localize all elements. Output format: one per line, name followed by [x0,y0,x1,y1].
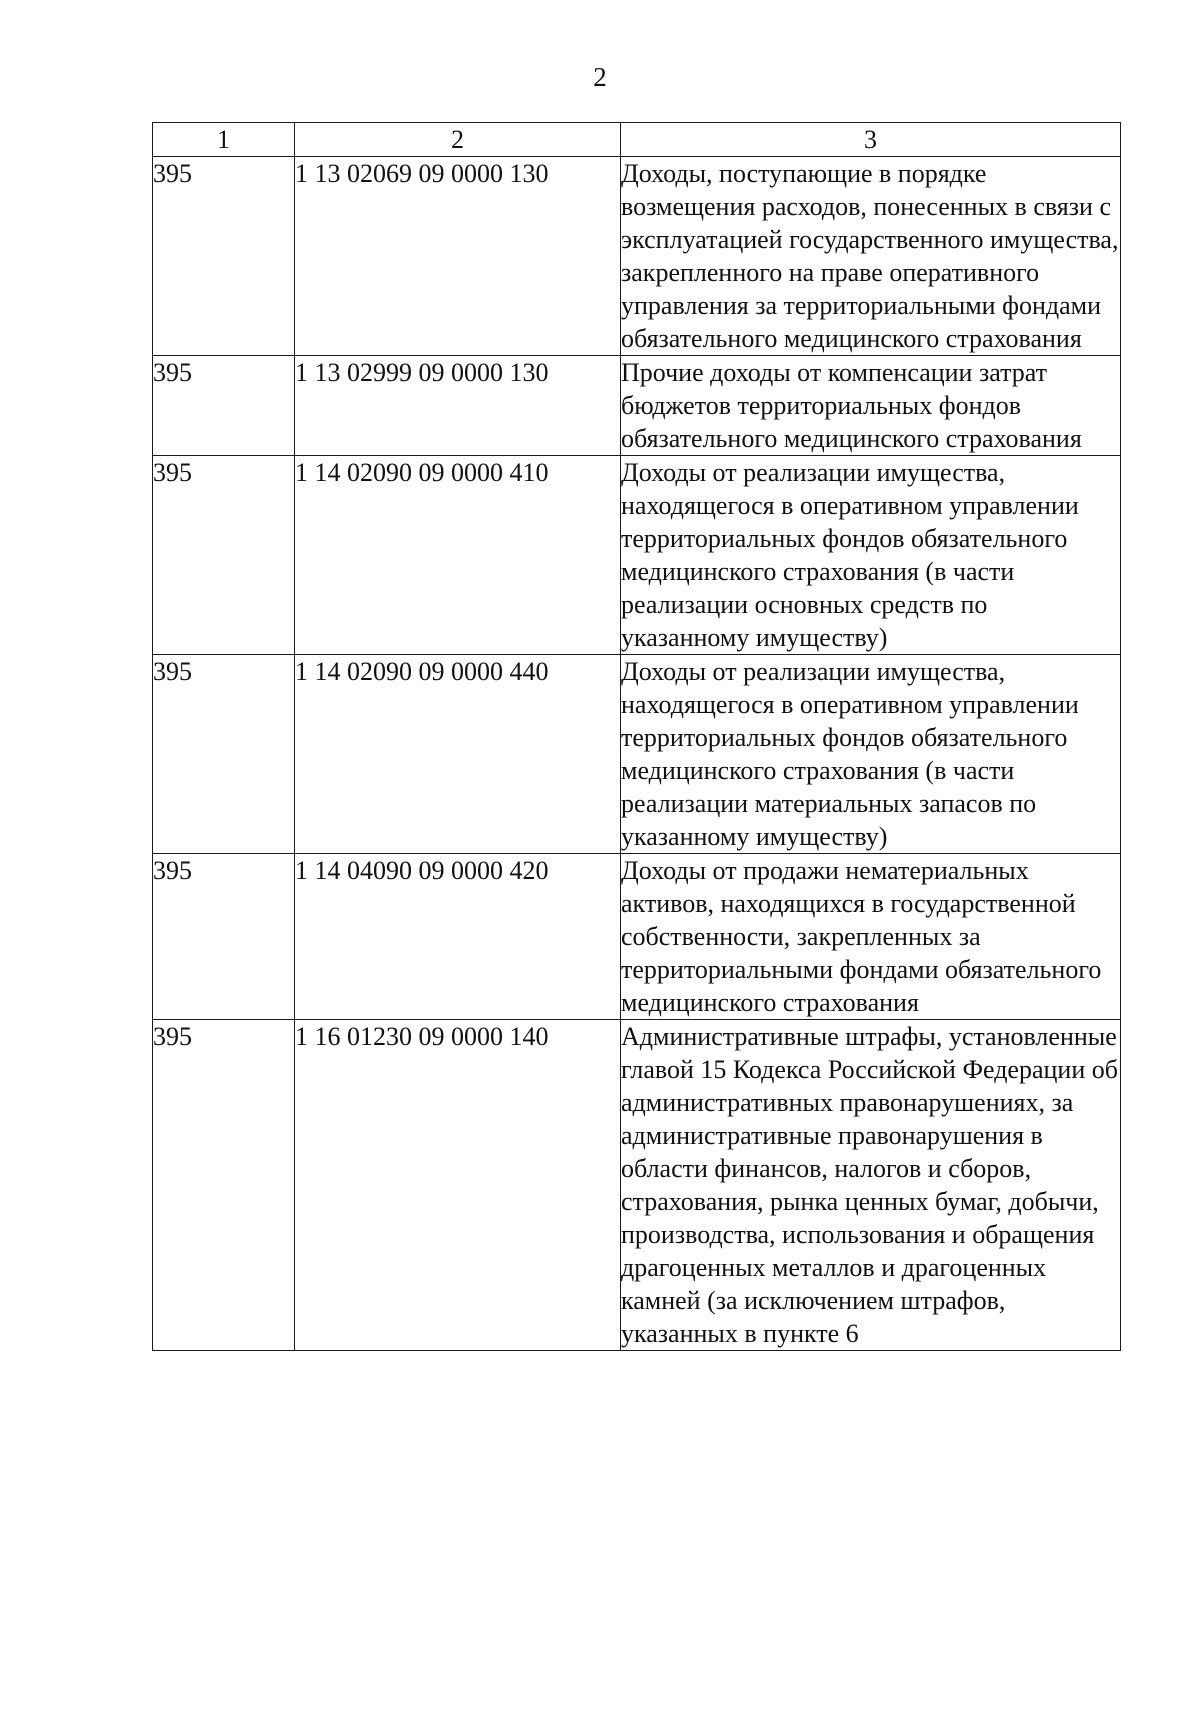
budget-code-cell: 1 13 02069 09 0000 130 [295,157,621,356]
table-row [153,456,1121,655]
budget-code-cell: 1 14 02090 09 0000 410 [295,456,621,655]
admin-code-cell: 395 [153,655,295,854]
budget-code-cell: 1 14 04090 09 0000 420 [295,854,621,1020]
admin-code-cell: 395 [153,157,295,356]
admin-code-cell: 395 [153,1020,295,1351]
table-row [153,157,1121,356]
table-row [153,854,1121,1020]
budget-code-cell: 1 16 01230 09 0000 140 [295,1020,621,1351]
table-row [153,655,1121,854]
description-cell: Доходы от реализации имущества, находящегося в оперативном управлении территориальных фондов обязательного медицинского страхования (в части реализации материальных запасов по указанному имуществу) [621,655,1121,854]
table-row [153,356,1121,456]
page-number: 2 [593,62,607,92]
budget-code-cell: 1 14 02090 09 0000 440 [295,655,621,854]
header-cell-1: 1 [153,123,295,157]
header-cell-3: 3 [621,123,1121,157]
description-cell: Прочие доходы от компенсации затрат бюджетов территориальных фондов обязательного медицинского страхования [621,356,1121,456]
revenue-codes-table [152,122,1121,1351]
admin-code-cell: 395 [153,456,295,655]
budget-code-cell: 1 13 02999 09 0000 130 [295,356,621,456]
description-cell: Доходы от продажи нематериальных активов, находящихся в государственной собственности, закрепленных за территориальными фондами обязательного медицинского страхования [621,854,1121,1020]
header-cell-2: 2 [295,123,621,157]
description-cell: Доходы от реализации имущества, находящегося в оперативном управлении территориальных фондов обязательного медицинского страхования (в части реализации основных средств по указанному имуществу) [621,456,1121,655]
table-header-row [153,123,1121,157]
description-cell: Административные штрафы, установленные главой 15 Кодекса Российской Федерации об административных правонарушениях, за административные правонарушения в области финансов, налогов и сборов, страхования, рынка ценных бумаг, добычи, производства, использования и обращения драгоценных металлов и драгоценных камней (за исключением штрафов, указанных в пункте 6 [621,1020,1121,1351]
table-row [153,1020,1121,1351]
description-cell: Доходы, поступающие в порядке возмещения расходов, понесенных в связи с эксплуатацией государственного имущества, закрепленного на праве оперативного управления за территориальными фондами обязательного медицинского страхования [621,157,1121,356]
admin-code-cell: 395 [153,854,295,1020]
admin-code-cell: 395 [153,356,295,456]
